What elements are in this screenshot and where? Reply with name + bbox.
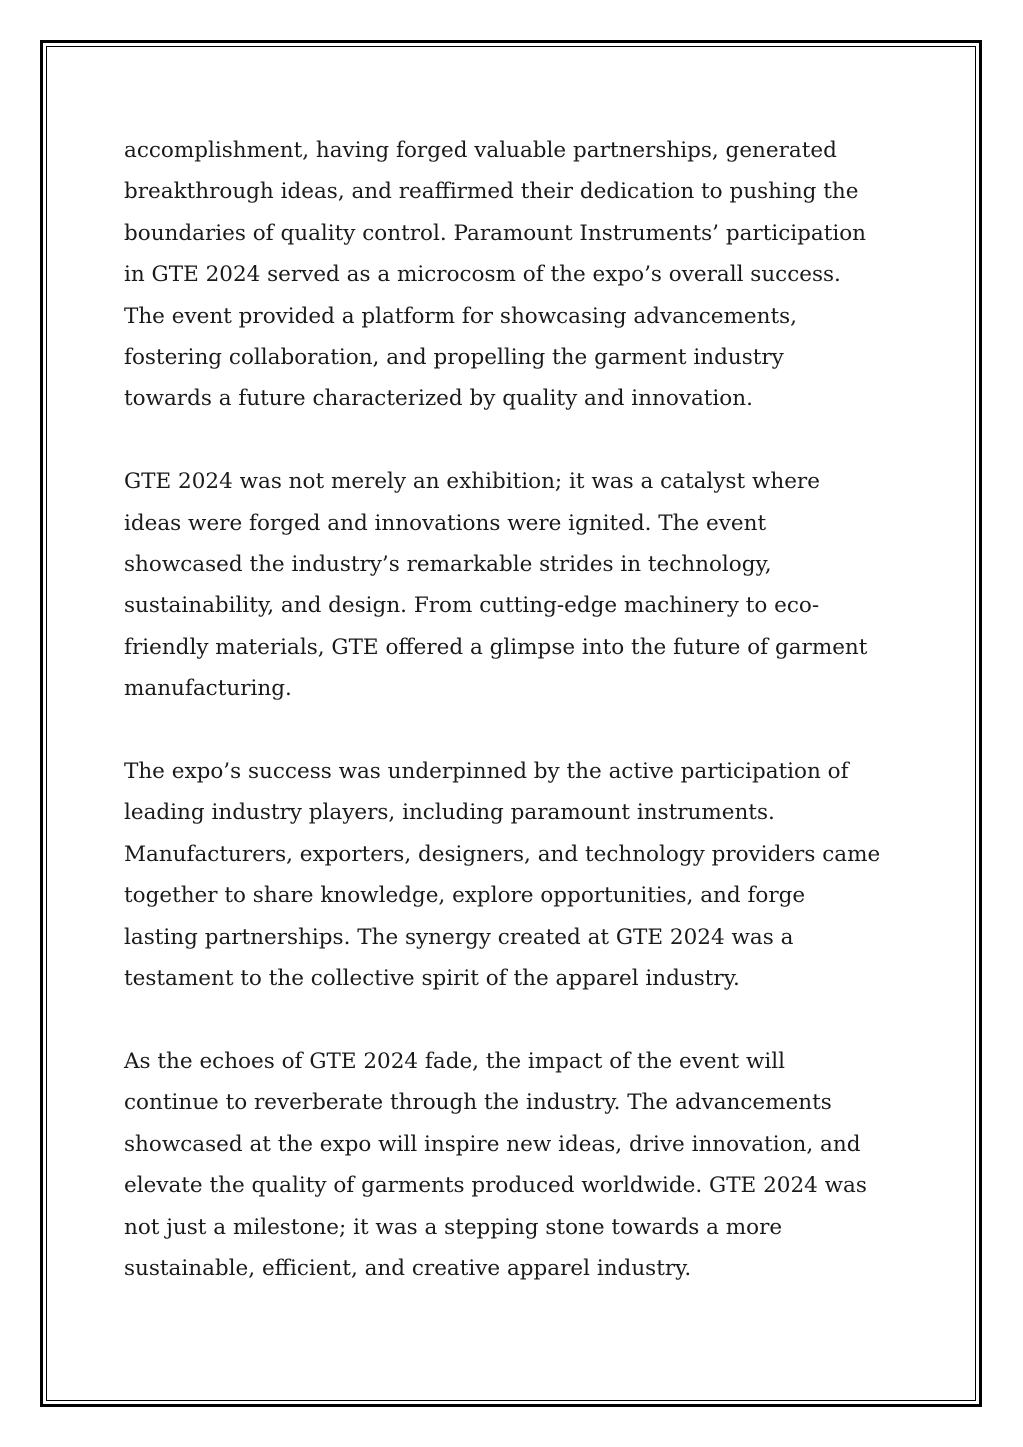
text-line: sustainable, efficient, and creative apparel industry. xyxy=(124,1255,692,1281)
text-line: testament to the collective spirit of the apparel industry. xyxy=(124,966,740,992)
text-line: leading industry players, including paramount instruments. xyxy=(124,800,775,826)
paragraph-3 xyxy=(124,751,914,999)
text-line: towards a future characterized by quality and innovation. xyxy=(124,386,753,412)
paragraph-2 xyxy=(124,461,914,709)
text-line: showcased the industry’s remarkable strides in technology, xyxy=(124,552,772,578)
text-line: fostering collaboration, and propelling the garment industry xyxy=(124,345,784,371)
text-line: together to share knowledge, explore opportunities, and forge xyxy=(124,883,806,909)
paragraph-1 xyxy=(124,130,914,420)
text-line: breakthrough ideas, and reaffirmed their dedication to pushing the xyxy=(124,179,859,205)
text-line: accomplishment, having forged valuable partnerships, generated xyxy=(124,138,837,163)
text-line: manufacturing. xyxy=(124,676,292,702)
text-line: friendly materials, GTE offered a glimpse into the future of garment xyxy=(124,634,868,660)
text-line: showcased at the expo will inspire new ideas, drive innovation, and xyxy=(124,1131,861,1157)
document-body xyxy=(124,130,914,1331)
text-line: not just a milestone; it was a stepping stone towards a more xyxy=(124,1214,783,1240)
text-line: sustainability, and design. From cutting-edge machinery to eco- xyxy=(124,593,820,619)
text-line: The event provided a platform for showcasing advancements, xyxy=(124,303,797,329)
paragraph-4 xyxy=(124,1041,914,1289)
text-line: lasting partnerships. The synergy created at GTE 2024 was a xyxy=(124,924,794,950)
text-line: As the echoes of GTE 2024 fade, the impact of the event will xyxy=(124,1048,785,1074)
text-line: continue to reverberate through the industry. The advancements xyxy=(124,1090,832,1116)
text-line: GTE 2024 was not merely an exhibition; it was a catalyst where xyxy=(124,469,820,495)
text-line: elevate the quality of garments produced worldwide. GTE 2024 was xyxy=(124,1173,867,1199)
text-line: ideas were forged and innovations were ignited. The event xyxy=(124,510,767,536)
text-line: in GTE 2024 served as a microcosm of the expo’s overall success. xyxy=(124,262,841,288)
text-line: boundaries of quality control. Paramount Instruments’ participation xyxy=(124,220,867,246)
text-line: The expo’s success was underpinned by the active participation of xyxy=(124,759,849,785)
text-line: Manufacturers, exporters, designers, and technology providers came xyxy=(124,841,881,867)
